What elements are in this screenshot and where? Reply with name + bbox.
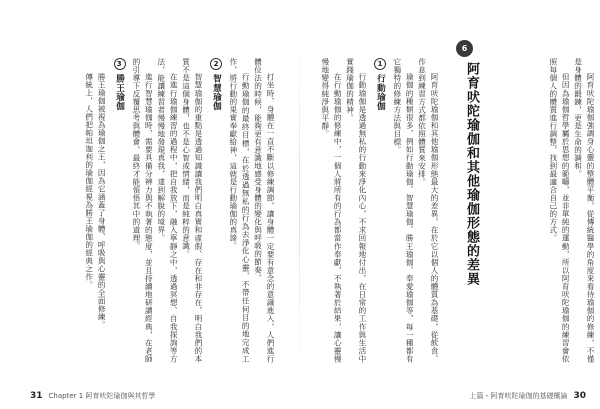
right-paragraph: 在行動瑜伽的修練中，一個人將所有的行為都當作奉獻，不執著於結果，讓心靈慢慢地變得純淨與平靜。 <box>320 58 343 363</box>
subhead-jnana-yoga <box>210 58 222 363</box>
left-paragraph: 行動瑜伽的最終目標，在於透過無私的行為去淨化心靈，不帶任何目的地完成工作，將行動的果實奉獻給神，這就是行動瑜伽的真諦。 <box>228 58 251 363</box>
right-paragraph: 阿育吠陀瑜伽和其他瑜伽形態最大的差異，在於它以個人的體質為基礎，從飲食、作息到練習方式都依照體質來安排。 <box>417 58 439 363</box>
left-paragraph: 進行智慧瑜伽時，需要具備分辨力與不執著的態度，並且持續地研讀經典，在老師的引導下反覆思考與體會，最終才能領悟其中的道理。 <box>131 58 154 363</box>
page-number: 30 <box>573 391 586 401</box>
subhead-title: 智慧瑜伽 <box>211 74 222 111</box>
subhead-number: 1 <box>374 58 386 70</box>
right-page <box>300 0 600 409</box>
left-paragraph: 打坐時，身體在一直不斷以修練調節，讓身體一定要有意念的意識進入，人們進行體位法的時候，能夠更有意識地感受身體的變化與呼吸的節奏。 <box>253 58 275 363</box>
left-footer <box>30 391 155 401</box>
left-paragraph: 勝王瑜伽被視為瑜伽之王，因為它涵蓋了身體、呼吸與心靈的全面修練。 <box>97 73 107 330</box>
right-paragraph: 瑜伽的種類很多，例如行動瑜伽、智慧瑜伽、勝王瑜伽、奉愛瑜伽等，每一種都有它獨特的修練方法與目標。 <box>392 58 415 363</box>
page-number: 31 <box>30 391 43 401</box>
right-footer <box>469 391 586 401</box>
right-paragraph: 行動瑜伽是透過無私的行動來淨化內心，不求回報地付出，在日常的工作與生活中實踐瑜伽的精神。 <box>345 58 367 363</box>
left-paragraph: 智慧瑜伽的重點是透過知識讓我們明白真實和虛假、存在和非存在，明白我們的本質不是這個身體，也不是心智或情緒，而是純粹的意識。 <box>181 58 203 363</box>
left-paragraph: 在進行瑜伽練習的過程中，把自我放下，融入寧靜之中，透過冥想、自我探詢等方法，能讓練習者慢慢地發現真我，達到解脫的境界。 <box>156 58 179 363</box>
running-head: 上篇・阿育吠陀瑜伽的基礎概論 <box>469 392 568 400</box>
section-number-badge: 6 <box>456 40 473 57</box>
running-head: Chapter 1 阿育吠陀瑜伽與其哲學 <box>48 392 156 400</box>
right-section-body <box>310 58 440 363</box>
subhead-raja-yoga <box>113 58 125 363</box>
right-intro-body <box>486 58 596 363</box>
subhead-title: 勝王瑜伽 <box>114 74 125 111</box>
subhead-number: 3 <box>114 58 126 70</box>
section-title: 阿育吠陀瑜伽和其他瑜伽形態的差異 <box>464 62 479 286</box>
section-heading <box>444 40 480 290</box>
subhead-karma-yoga <box>374 58 386 363</box>
subhead-number: 2 <box>210 58 222 70</box>
left-page-body <box>30 58 276 363</box>
right-paragraph: 但因為瑜伽哲學屬於思想的範疇，並非單純的運動，所以阿育吠陀瑜伽的練習會依照每個人的體質進行調整，找到最適合自己的方式。 <box>548 58 571 363</box>
left-paragraph: 傳統上，人們把帕坦迦利的瑜伽經視為勝王瑜伽的經典之作。 <box>84 73 94 290</box>
subhead-title: 行動瑜伽 <box>375 74 386 111</box>
right-paragraph: 阿育吠陀瑜伽強調身心靈的整體平衡，從傳統醫學的角度來看待瑜伽的修練，不僅是身體的鍛鍊，更是生命的調和。 <box>573 58 595 363</box>
